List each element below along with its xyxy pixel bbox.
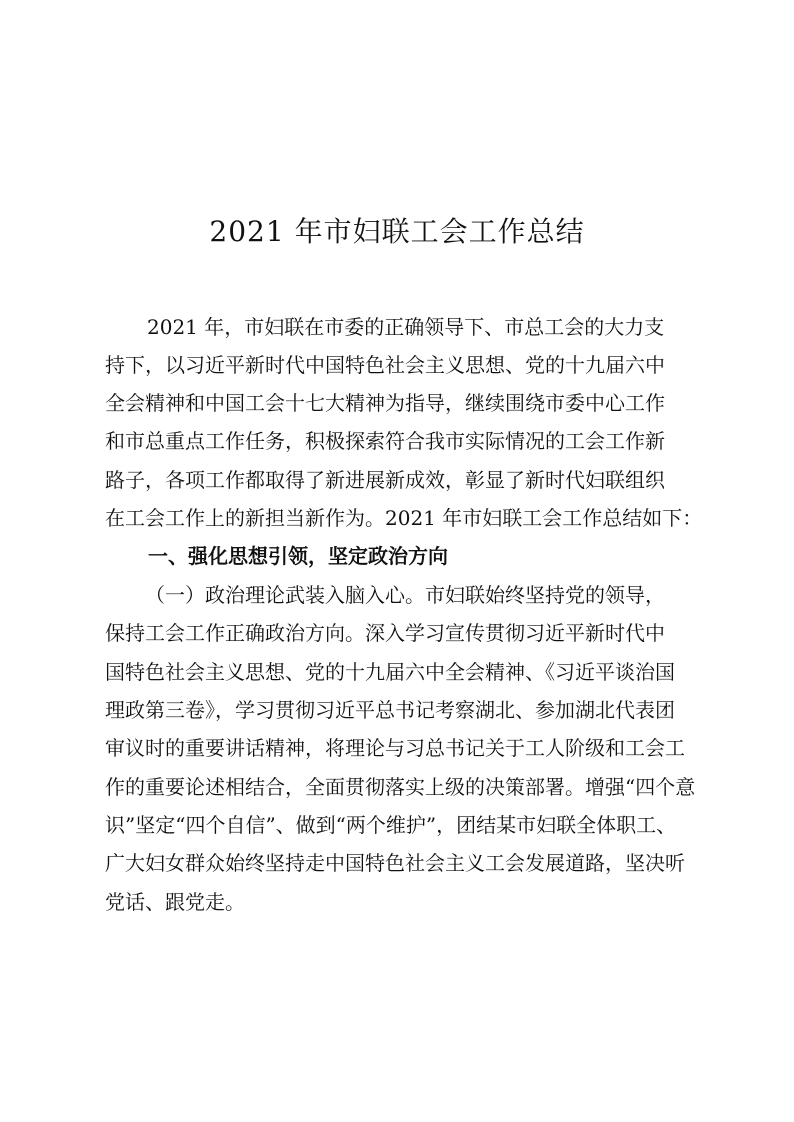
paragraph-line: 和市总重点工作任务，积极探索符合我市实际情况的工会工作新 [105,429,665,453]
section-heading: 一、强化思想引领，坚定政治方向 [148,544,448,568]
paragraph-line: 保持工会工作正确政治方向。深入学习宣传贯彻习近平新时代中 [105,621,665,645]
paragraph-line: 作的重要论述相结合，全面贯彻落实上级的决策部署。增强“四个意 [105,775,696,799]
paragraph-line: 路子，各项工作都取得了新进展新成效，彰显了新时代妇联组织 [105,468,665,492]
paragraph-line: 2021 年，市妇联在市委的正确领导下、市总工会的大力支 [147,315,665,339]
paragraph-line: 在工会工作上的新担当新作为。2021 年市妇联工会工作总结如下： [105,506,703,530]
paragraph-line: 全会精神和中国工会十七大精神为指导，继续围绕市委中心工作 [105,391,665,415]
paragraph-line: 持下，以习近平新时代中国特色社会主义思想、党的十九届六中 [105,353,665,377]
paragraph-line: 审议时的重要讲话精神，将理论与习总书记关于工人阶级和工会工 [105,736,685,760]
document-title: 2021 年市妇联工会工作总结 [209,215,585,248]
paragraph-line: 党话、跟党走。 [105,890,245,914]
paragraph-line: 识”坚定“四个自信”、做到“两个维护”，团结某市妇联全体职工、 [105,813,677,837]
paragraph-line: 国特色社会主义思想、党的十九届六中全会精神、《习近平谈治国 [105,660,675,684]
paragraph-line: （一）政治理论武装入脑入心。市妇联始终坚持党的领导， [145,583,665,607]
paragraph-line: 广大妇女群众始终坚持走中国特色社会主义工会发展道路，坚决听 [105,851,685,875]
paragraph-line: 理政第三卷》，学习贯彻习近平总书记考察湖北、参加湖北代表团 [105,698,675,722]
